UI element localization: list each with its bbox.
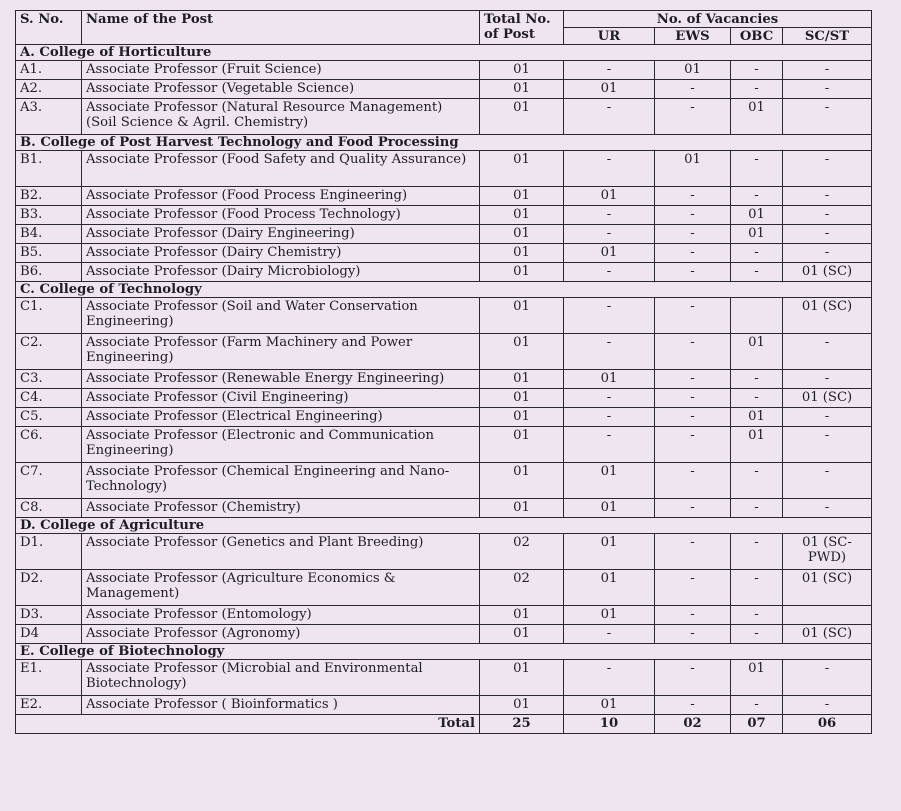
cell-total: 02 [480, 534, 564, 570]
cell-post-name: Associate Professor (Dairy Engineering) [82, 225, 480, 244]
cell-ur: - [564, 61, 655, 80]
cell-scst: 01 (SC) [783, 570, 872, 606]
cell-obc: 01 [731, 660, 783, 696]
cell-post-name: Associate Professor (Fruit Science) [82, 61, 480, 80]
cell-ews: - [655, 80, 731, 99]
cell-ews: - [655, 298, 731, 334]
table-row [16, 408, 872, 427]
table-row [16, 389, 872, 408]
cell-post-name: Associate Professor (Microbial and Environmental Biotechnology) [82, 660, 480, 696]
cell-total: 01 [480, 408, 564, 427]
cell-sno: C1. [16, 298, 82, 334]
table-row [16, 570, 872, 606]
cell-sno: D2. [16, 570, 82, 606]
table-row [16, 187, 872, 206]
cell-sno: C8. [16, 499, 82, 518]
cell-sno: C7. [16, 463, 82, 499]
cell-total: 01 [480, 298, 564, 334]
cell-post-name: Associate Professor (Dairy Microbiology) [82, 263, 480, 282]
table-row [16, 427, 872, 463]
cell-obc: - [731, 534, 783, 570]
cell-ews: - [655, 408, 731, 427]
cell-ews: - [655, 187, 731, 206]
header-name: Name of the Post [82, 11, 480, 45]
cell-post-name: Associate Professor (Food Process Engineering) [82, 187, 480, 206]
cell-ews: - [655, 427, 731, 463]
table-row [16, 298, 872, 334]
cell-obc: - [731, 499, 783, 518]
section-title: B. College of Post Harvest Technology and Food Processing [16, 135, 872, 151]
cell-obc: 01 [731, 334, 783, 370]
table-row [16, 463, 872, 499]
cell-ews: - [655, 606, 731, 625]
section-title: E. College of Biotechnology [16, 644, 872, 660]
cell-sno: C4. [16, 389, 82, 408]
total-label: Total [16, 715, 480, 734]
cell-ews: - [655, 206, 731, 225]
cell-total: 01 [480, 151, 564, 187]
cell-obc: 01 [731, 99, 783, 135]
cell-sno: B5. [16, 244, 82, 263]
cell-total: 01 [480, 499, 564, 518]
table-body [16, 45, 872, 734]
cell-ews: - [655, 660, 731, 696]
cell-obc: - [731, 187, 783, 206]
section-row [16, 282, 872, 298]
cell-post-name: Associate Professor (Civil Engineering) [82, 389, 480, 408]
cell-scst: - [783, 244, 872, 263]
cell-sno: D4 [16, 625, 82, 644]
cell-ews: 01 [655, 61, 731, 80]
cell-post-name: Associate Professor (Genetics and Plant Breeding) [82, 534, 480, 570]
cell-ur: - [564, 263, 655, 282]
cell-obc: - [731, 263, 783, 282]
cell-total: 01 [480, 427, 564, 463]
table-row [16, 206, 872, 225]
cell-ews: - [655, 244, 731, 263]
cell-ews: - [655, 225, 731, 244]
cell-ur: - [564, 660, 655, 696]
cell-scst: - [783, 499, 872, 518]
cell-sno: E1. [16, 660, 82, 696]
cell-post-name: Associate Professor ( Bioinformatics ) [82, 696, 480, 715]
cell-scst: - [783, 61, 872, 80]
header-ur: UR [564, 28, 655, 45]
section-title: C. College of Technology [16, 282, 872, 298]
cell-sno: B4. [16, 225, 82, 244]
cell-post-name: Associate Professor (Renewable Energy Engineering) [82, 370, 480, 389]
cell-ur: - [564, 625, 655, 644]
section-title: A. College of Horticulture [16, 45, 872, 61]
cell-scst: - [783, 463, 872, 499]
cell-obc: - [731, 696, 783, 715]
table-row [16, 80, 872, 99]
table-row [16, 499, 872, 518]
cell-ur: - [564, 225, 655, 244]
cell-post-name: Associate Professor (Vegetable Science) [82, 80, 480, 99]
cell-total: 01 [480, 606, 564, 625]
cell-post-name: Associate Professor (Chemistry) [82, 499, 480, 518]
cell-ur: 01 [564, 570, 655, 606]
total-row [16, 715, 872, 734]
cell-sno: A3. [16, 99, 82, 135]
cell-sno: C6. [16, 427, 82, 463]
cell-total: 01 [480, 61, 564, 80]
cell-ur: - [564, 298, 655, 334]
header-obc: OBC [731, 28, 783, 45]
cell-sno: A2. [16, 80, 82, 99]
section-row [16, 135, 872, 151]
cell-scst: 01 (SC) [783, 298, 872, 334]
cell-total: 01 [480, 263, 564, 282]
cell-total: 01 [480, 99, 564, 135]
cell-post-name: Associate Professor (Food Process Technology) [82, 206, 480, 225]
table-row [16, 61, 872, 80]
cell-sno: C3. [16, 370, 82, 389]
cell-ur: 01 [564, 80, 655, 99]
cell-scst: - [783, 80, 872, 99]
section-title: D. College of Agriculture [16, 518, 872, 534]
table-row [16, 334, 872, 370]
table-row [16, 370, 872, 389]
cell-obc: - [731, 625, 783, 644]
total-scst: 06 [783, 715, 872, 734]
cell-post-name: Associate Professor (Natural Resource Management) (Soil Science & Agril. Chemistry) [82, 99, 480, 135]
cell-post-name: Associate Professor (Chemical Engineering and Nano-Technology) [82, 463, 480, 499]
table-row [16, 606, 872, 625]
section-row [16, 518, 872, 534]
cell-post-name: Associate Professor (Dairy Chemistry) [82, 244, 480, 263]
cell-sno: B1. [16, 151, 82, 187]
cell-scst: - [783, 696, 872, 715]
cell-obc [731, 298, 783, 334]
cell-ews: - [655, 499, 731, 518]
cell-post-name: Associate Professor (Electrical Engineering) [82, 408, 480, 427]
table-row [16, 660, 872, 696]
total-obc: 07 [731, 715, 783, 734]
cell-obc: 01 [731, 408, 783, 427]
cell-post-name: Associate Professor (Soil and Water Conservation Engineering) [82, 298, 480, 334]
cell-obc: - [731, 606, 783, 625]
cell-total: 01 [480, 625, 564, 644]
cell-sno: D1. [16, 534, 82, 570]
cell-sno: B6. [16, 263, 82, 282]
table-header [16, 11, 872, 45]
cell-total: 01 [480, 334, 564, 370]
cell-scst: 01 (SC) [783, 263, 872, 282]
cell-sno: E2. [16, 696, 82, 715]
cell-obc: 01 [731, 225, 783, 244]
cell-obc: - [731, 463, 783, 499]
cell-ews: - [655, 370, 731, 389]
table-row [16, 225, 872, 244]
cell-sno: A1. [16, 61, 82, 80]
cell-ews: - [655, 334, 731, 370]
cell-scst: - [783, 408, 872, 427]
cell-sno: B3. [16, 206, 82, 225]
cell-total: 01 [480, 370, 564, 389]
cell-ews: - [655, 99, 731, 135]
section-row [16, 644, 872, 660]
cell-post-name: Associate Professor (Food Safety and Quality Assurance) [82, 151, 480, 187]
table-row [16, 263, 872, 282]
cell-obc: 01 [731, 427, 783, 463]
cell-scst: - [783, 187, 872, 206]
cell-scst: - [783, 225, 872, 244]
header-total: Total No. of Post [480, 11, 564, 45]
cell-total: 01 [480, 206, 564, 225]
cell-obc: - [731, 244, 783, 263]
total-ur: 10 [564, 715, 655, 734]
cell-ur: 01 [564, 499, 655, 518]
cell-sno: B2. [16, 187, 82, 206]
cell-total: 01 [480, 80, 564, 99]
vacancy-table [15, 10, 872, 734]
cell-scst: 01 (SC) [783, 625, 872, 644]
cell-obc: - [731, 570, 783, 606]
table-row [16, 244, 872, 263]
cell-scst: - [783, 99, 872, 135]
table-row [16, 151, 872, 187]
cell-ur: 01 [564, 370, 655, 389]
cell-scst: - [783, 370, 872, 389]
table-row [16, 625, 872, 644]
cell-total: 01 [480, 244, 564, 263]
header-scst: SC/ST [783, 28, 872, 45]
cell-ews: - [655, 389, 731, 408]
cell-scst: 01 (SC) [783, 389, 872, 408]
cell-ews: - [655, 625, 731, 644]
cell-obc: - [731, 61, 783, 80]
cell-sno: C5. [16, 408, 82, 427]
cell-post-name: Associate Professor (Agronomy) [82, 625, 480, 644]
cell-sno: D3. [16, 606, 82, 625]
cell-obc: - [731, 80, 783, 99]
cell-post-name: Associate Professor (Electronic and Communication Engineering) [82, 427, 480, 463]
cell-ur: 01 [564, 696, 655, 715]
header-sno: S. No. [16, 11, 82, 45]
cell-ur: - [564, 427, 655, 463]
table-row [16, 696, 872, 715]
cell-scst: - [783, 206, 872, 225]
cell-total: 01 [480, 696, 564, 715]
cell-ur: 01 [564, 187, 655, 206]
cell-scst: - [783, 660, 872, 696]
cell-obc: - [731, 370, 783, 389]
total-posts: 25 [480, 715, 564, 734]
cell-ur: - [564, 206, 655, 225]
cell-total: 01 [480, 225, 564, 244]
cell-ews: - [655, 696, 731, 715]
cell-ews: - [655, 263, 731, 282]
cell-scst: - [783, 151, 872, 187]
cell-post-name: Associate Professor (Entomology) [82, 606, 480, 625]
cell-ur: - [564, 334, 655, 370]
total-ews: 02 [655, 715, 731, 734]
cell-ur: - [564, 408, 655, 427]
cell-scst [783, 606, 872, 625]
cell-post-name: Associate Professor (Agriculture Economics & Management) [82, 570, 480, 606]
table-row [16, 534, 872, 570]
cell-total: 01 [480, 660, 564, 696]
cell-total: 01 [480, 187, 564, 206]
cell-post-name: Associate Professor (Farm Machinery and Power Engineering) [82, 334, 480, 370]
cell-ur: 01 [564, 463, 655, 499]
cell-total: 01 [480, 389, 564, 408]
header-ews: EWS [655, 28, 731, 45]
cell-ur: - [564, 99, 655, 135]
section-row [16, 45, 872, 61]
cell-ews: 01 [655, 151, 731, 187]
cell-scst: 01 (SC-PWD) [783, 534, 872, 570]
cell-ur: 01 [564, 534, 655, 570]
cell-obc: - [731, 389, 783, 408]
cell-ur: 01 [564, 244, 655, 263]
cell-obc: 01 [731, 206, 783, 225]
table-row [16, 99, 872, 135]
cell-obc: - [731, 151, 783, 187]
cell-ur: - [564, 151, 655, 187]
header-vacancies: No. of Vacancies [564, 11, 872, 28]
cell-scst: - [783, 334, 872, 370]
cell-ews: - [655, 463, 731, 499]
cell-total: 01 [480, 463, 564, 499]
cell-ur: - [564, 389, 655, 408]
cell-ews: - [655, 570, 731, 606]
cell-total: 02 [480, 570, 564, 606]
cell-ur: 01 [564, 606, 655, 625]
cell-sno: C2. [16, 334, 82, 370]
cell-ews: - [655, 534, 731, 570]
cell-scst: - [783, 427, 872, 463]
